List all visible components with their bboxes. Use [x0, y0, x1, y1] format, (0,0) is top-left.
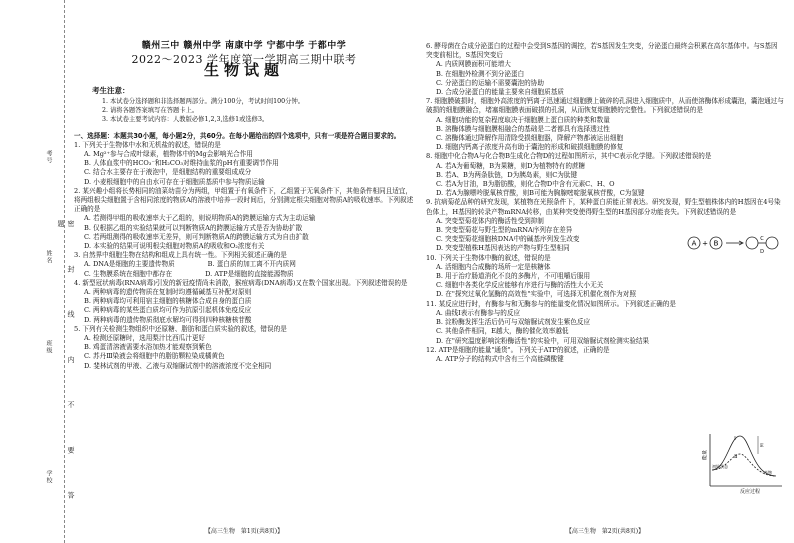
question-option: B. 鸡蛋清溶液需要水浴加热才能观察到紫色 [84, 343, 212, 352]
question-option: A. DNA是细胞的主要遗传物质 B. 蛋白质的加工离不开内质网 [84, 260, 296, 269]
notice-item: 1. 本试卷分选择题和非选择题两部分。满分100分，考试时间100分钟。 [102, 97, 305, 105]
question-option: D. 合成分泌蛋白的能量主要来自细胞质基质 [436, 88, 564, 97]
question-option: C. 突变型菊花细胞核DNA中的碱基序列发生改变 [436, 235, 580, 244]
question-option: A. 检测还原糖时，选用梨汁比西瓜汁更好 [84, 334, 206, 343]
question-option: A. 内质网膜面积可能增大 [436, 60, 511, 69]
right-column: 6. 酵母菌在合成分泌蛋白的过程中会受到S基因的调控，若S基因发生突变，分泌蛋白最终会积累在高尔基体中。与S基因突变前相比，S基因突变后 A. 内质网膜面积可能增大 B. 在细胞外检测不到分泌蛋白 C. 分泌蛋白的运输不需要囊泡的协助 D. 合成分泌蛋白的能量主要来自细胞质基质 7. 细胞膜破损时，细胞外高浓度的钙离子迅速通过细胞膜上破碎的孔洞进入细胞质中，从而使溶酶体形成囊泡，囊泡通过与破损的细胞膜融合，堵塞细胞膜表面破损的孔洞，从而恢复细胞膜的完整性。下列叙述错误的是 A. 细胞功能的复杂程度取决于细胞膜上蛋白质的种类和数量 B. 溶酶体膜与细胞膜相融合的基础是二者都具有选择透过性 C. 溶酶体通过降解作用清除受损细胞器，降解产物都被运出细胞 D. 细胞内钙离子浓度升高有助于囊泡的形成和破损细胞膜的修复 8. 细胞中化合物A与化合物B生成化合物D的过程如图所示，其中C表示化学键。下列叙述错误的是 A. 若A为葡萄糖，B为果糖，则D为植物特有的蔗糖 B. 若A、B为两条肽链，D为胰岛素，则C为肽键 C. 若A为甘油，B为脂肪酸，则化合物D中含有元素C、H、O D. 若A为腺嘌呤脱氧核苷酸，则B可能为胸腺嘧啶脱氧核苷酸，C为氢键 9. 抗病菊花品种的研究发现，某植物在光照条件下，某种蛋白质能正常表达。研究发现，野生型植株体内的H基因在4号染色体上，H基因的转录产物mRNA转移，由某种突变使得野生型的H基因部分功能丧失。下列叙述错误的是 A. 突变型菊花体内的酶活性受到抑制 B. 突变型菊花与野生型的mRNA序列存在差异 C. 突变型菊花细胞核DNA中的碱基序列发生改变 D. 突变型植株H基因表达的产物与野生型相同 10. 下列关于生物体中酶的叙述，错误的是 A. 活细胞内合成酶的场所一定是核糖体 B. 用于治疗肠道消化不良的多酶片，不可咀嚼后服用 C. 细胞中各类化学反应能够有序进行与酶的活性大小无关 D. 在"探究过氧化氢酶的高效性"实验中，可选择无机催化剂作为对照 11. 某反应进行时，有酶参与和无酶参与的能量变化情况如图所示。下列叙述正确的是 A. 曲线Ⅰ表示有酶参与的反应 B. 淀粉酶发挥生活后仍可与双缩脲试剂发生紫色反应 C. 其他条件相同，E越大，酶的催化效率越低 D. 在"研究温度影响淀粉酶活性"的实验中，可用双缩脲试剂检测实验结果 12. ATP是细胞的能量"通货"。下列关于ATP的叙述，正确的是 A. ATP分子的结构式中含有三个高能磷酸键 【高三生物 第2页(共8页)】 [426, 42, 784, 535]
notice-item: 2. 请将各题答案填写在答题卡上。 [102, 106, 199, 114]
question-option: D. 斐林试剂的甲液、乙液与双缩脲试剂中的溶液浓度不完全相同 [84, 361, 272, 370]
left-column: 赣州三中 赣州中学 南康中学 宁都中学 于都中学 2022～2023 学年度第一学期高三期中联考 生物试题 考生注意： 1. 本试卷分选择题和非选择题两部分。满分100分，考试时间100分钟。 2. 请将各题答案填写在答题卡上。 3. 本试卷主要考试内容：人教版必修1,2,3,选修1或选修3。 一、选择题：本题共30小题，每小题2分，共60分。在每小题给出的四个选项中，只有一项是符合题目要求的。 1. 下列关于生物体中水和无机盐的叙述，错误的是 A. Mg²⁺参与合成叶绿素，植物体中的Mg会影响光合作用 B. 人体血浆中的HCO₃⁻和H₂CO₃对维持血浆的pH有重要调节作用 C. 结合水主要存在于液泡中，是细胞结构的重要组成成分 D. 小麦根细胞中的自由水可存在于细胞质基质中参与物质运输 2. 某兴趣小组将长势相同的油菜幼苗分为两组，甲组置于有氧条件下，乙组置于无氧条件下，其他条件相同且适宜，将两组根尖细胞置于含相同浓度的物质A的溶液中培养一段时间后，分别测定根尖细胞对物质A的吸收速率。下列叙述正确的是 A. 若测得甲组的吸收速率大于乙组的，则说明物质A的跨膜运输方式为主动运输 B. 仅根据乙组的实验结果就可以判断物质A的跨膜运输方式是否为协助扩散 C. 若两组测得的吸收速率无差异，则可判断物质A的跨膜运输方式为自由扩散 D. 本实验的结果可说明根尖细胞对物质A的吸收和O₂浓度有关 3. 自然界中细胞生物在结构和组成上具有统一性。下列相关叙述正确的是 A. DNA是细胞的主要遗传物质 B. 蛋白质的加工离不开内质网 C. 生物膜系统在细胞中都存在 D. ATP是细胞的直接能源物质 4. 新型冠状病毒(RNA病毒)引发的新冠疫情尚未消散，猴痘病毒(DNA病毒)又在数个国家出现。下列叙述错误的是 A. 两种病毒的遗传物质在复制时均遵循碱基互补配对原则 B. 两种病毒均可利用宿主细胞的核糖体合成自身的蛋白质 C. 两种病毒的某些蛋白质均可作为抗原引起机体免疫反应 D. 两种病毒的遗传物质彻底水解均可得到四种核糖核苷酸 5. 下列有关检测生物组织中还原糖、脂肪和蛋白质实验的叙述，错误的是 A. 检测还原糖时，选用梨汁比西瓜汁更好 B. 鸡蛋清溶液需要水浴加热才能观察到紫色 C. 苏丹Ⅲ染液会将细胞中的脂肪颗粒染成橘黄色 D. 斐林试剂的甲液、乙液与双缩脲试剂中的溶液浓度不完全相同 【高三生物 第1页(共8页)】 [74, 41, 414, 535]
question-option: C. 其他条件相同，E越大，酶的催化效率越低 [436, 327, 569, 336]
question-option: A. 突变型菊花体内的酶活性受到抑制 [436, 216, 544, 225]
question-stem: 2. 某兴趣小组将长势相同的油菜幼苗分为两组，甲组置于有氧条件下，乙组置于无氧条件下，其他条件相同且适宜，将两组根尖细胞置于含相同浓度的物质A的溶液中培养一段时间后，分别测定根尖细胞对物质A的吸收速率。下列叙述正确的是 [74, 186, 414, 214]
question-stem: 10. 下列关于生物体中酶的叙述，错误的是 [426, 253, 551, 262]
exam-subject: 生物试题 [203, 61, 284, 80]
question-option: B. 在细胞外检测不到分泌蛋白 [436, 69, 525, 78]
question-stem: 4. 新型冠状病毒(RNA病毒)引发的新冠疫情尚未消散，猴痘病毒(DNA病毒)又在数个国家出现。下列叙述错误的是 [74, 278, 408, 287]
question-option: D. 突变型植株H基因表达的产物与野生型相同 [436, 244, 570, 253]
question-option: A. 曲线Ⅰ表示有酶参与的反应 [436, 308, 521, 317]
question-stem: 9. 抗病菊花品种的研究发现，某植物在光照条件下，某种蛋白质能正常表达。研究发现，野生型植株体内的H基因在4号染色体上，H基因的转录产物mRNA转移，由某种突变使得野生型的H基因部分功能丧失。下列叙述错误的是 [426, 198, 781, 216]
question-option: A. ATP分子的结构式中含有三个高能磷酸键 [436, 354, 564, 363]
curve-2-label: Ⅱ [734, 454, 738, 460]
question-option: B. 淀粉酶发挥生活后仍可与双缩脲试剂发生紫色反应 [436, 318, 591, 327]
question-option: D. 在"研究温度影响淀粉酶活性"的实验中，可用双缩脲试剂检测实验结果 [436, 336, 650, 345]
notice-item: 3. 本试卷主要考试内容：人教版必修1,2,3,选修1或选修3。 [102, 115, 269, 123]
question-option: A. 若测得甲组的吸收速率大于乙组的，则说明物质A的跨膜运输方式为主动运输 [84, 214, 316, 223]
question-option: C. 生物膜系统在细胞中都存在 D. ATP是细胞的直接能源物质 [84, 269, 294, 278]
question-option: D. 两种病毒的遗传物质彻底水解均可得到四种核糖核苷酸 [84, 315, 252, 324]
section-title: 一、选择题：本题共30小题，每小题2分，共60分。在每小题给出的四个选项中，只有一项是符合题目要求的。 [74, 131, 401, 140]
question-option: A. 细胞功能的复杂程度取决于细胞膜上蛋白质的种类和数量 [436, 115, 610, 124]
binding-margin [0, 0, 75, 543]
diagram-a: A [691, 239, 697, 248]
seal-line-text: 密 封 线 内 不 要 答 题 [57, 220, 75, 517]
question-stem: 3. 自然界中细胞生物在结构和组成上具有统一性。下列相关叙述正确的是 [74, 251, 287, 260]
question-option: B. 突变型菊花与野生型的mRNA序列存在差异 [436, 226, 573, 235]
chart-xlabel: 反应过程 [739, 489, 761, 494]
notice-title: 考生注意： [92, 85, 130, 95]
kaohao-label: 考号 [45, 150, 52, 164]
question-option: A. 两种病毒的遗传物质在复制时均遵循碱基互补配对原则 [84, 288, 252, 297]
left-questions [74, 141, 414, 371]
question-option: C. 苏丹Ⅲ染液会将细胞中的脂肪颗粒染成橘黄色 [84, 352, 225, 361]
question-option: A. 若A为葡萄糖，B为果糖，则D为植物特有的蔗糖 [436, 161, 586, 170]
question-option: D. 细胞内钙离子浓度升高有助于囊泡的形成和破损细胞膜的修复 [436, 143, 624, 152]
question-option: B. 溶酶体膜与细胞膜相融合的基础是二者都具有选择透过性 [436, 124, 610, 133]
question-option: D. 本实验的结果可说明根尖细胞对物质A的吸收和O₂浓度有关 [84, 242, 265, 251]
svg-text:+: + [702, 239, 708, 248]
question-option: D. 若A为腺嘌呤脱氧核苷酸，则B可能为胸腺嘧啶脱氧核苷酸，C为氢键 [436, 189, 645, 198]
question-stem: 5. 下列有关检测生物组织中还原糖、脂肪和蛋白质实验的叙述，错误的是 [74, 324, 287, 333]
question-option: B. 人体血浆中的HCO₃⁻和H₂CO₃对维持血浆的pH有重要调节作用 [84, 159, 279, 168]
question-stem: 7. 细胞膜破损时，细胞外高浓度的钙离子迅速通过细胞膜上破碎的孔洞进入细胞质中，从而使溶酶体形成囊泡，囊泡通过与破损的细胞膜融合，堵塞细胞膜表面破损的孔洞，从而恢复细胞膜的完整性。下列叙述错误的是 [426, 97, 784, 115]
question-option: A. Mg²⁺参与合成叶绿素，植物体中的Mg会影响光合作用 [84, 150, 253, 159]
question-option: C. 若A为甘油，B为脂肪酸，则化合物D中含有元素C、H、O [436, 180, 615, 189]
exam-year: 2022～2023 学年度第一学期高三期中联考 [131, 53, 357, 67]
notice-block [74, 86, 414, 124]
banji-label: 班级 [45, 340, 52, 354]
question-option: B. 两种病毒均可利用宿主细胞的核糖体合成自身的蛋白质 [84, 297, 252, 306]
question-option: A. 活细胞内合成酶的场所一定是核糖体 [436, 262, 551, 271]
question-stem: 1. 下列关于生物体中水和无机盐的叙述，错误的是 [74, 140, 221, 149]
right-questions [426, 42, 784, 364]
question-option: B. 仅根据乙组的实验结果就可以判断物质A的跨膜运输方式是否为协助扩散 [84, 223, 303, 232]
question-option: C. 分泌蛋白的运输不需要囊泡的协助 [436, 78, 544, 87]
question-stem: 12. ATP是细胞的能量"通货"。下列关于ATP的叙述，正确的是 [426, 345, 610, 354]
diagram-d: D [760, 249, 764, 254]
question-option: D. 在"探究过氧化氢酶的高效性"实验中，可选择无机催化剂作为对照 [436, 290, 636, 299]
chart-end-label: 产物 [764, 470, 772, 475]
schools-header: 赣州三中 赣州中学 南康中学 宁都中学 于都中学 [141, 41, 347, 51]
question-stem: 8. 细胞中化合物A与化合物B生成化合物D的过程如图所示，其中C表示化学键。下列叙述错误的是 [426, 152, 712, 161]
xuexiao-label: 学校 [45, 470, 52, 484]
energy-chart [702, 430, 784, 494]
question-option: B. 用于治疗肠道消化不良的多酶片，不可咀嚼后服用 [436, 272, 591, 281]
question-option: C. 细胞中各类化学反应能够有序进行与酶的活性大小无关 [436, 281, 604, 290]
question-option: C. 结合水主要存在于液泡中，是细胞结构的重要组成成分 [84, 168, 252, 177]
question-stem: 11. 某反应进行时，有酶参与和无酶参与的能量变化情况如图所示。下列叙述正确的是 [426, 299, 676, 308]
question-option: D. 小麦根细胞中的自由水可存在于细胞质基质中参与物质运输 [84, 177, 265, 186]
question-option: C. 两种病毒的某些蛋白质均可作为抗原引起机体免疫反应 [84, 306, 252, 315]
compound-diagram [686, 232, 784, 254]
chart-e-label: E [760, 443, 764, 449]
xingming-label: 姓名 [45, 250, 52, 264]
diagram-b: B [713, 239, 719, 248]
question-option: C. 溶酶体通过降解作用清除受损细胞器，降解产物都被运出细胞 [436, 134, 624, 143]
chart-start-label: 初始状态 [712, 464, 728, 469]
question-option: C. 若两组测得的吸收速率无差异，则可判断物质A的跨膜运输方式为自由扩散 [84, 232, 309, 241]
question-option: B. 若A、B为两条肽链，D为胰岛素，则C为肽键 [436, 170, 578, 179]
chart-ylabel: 能量 [702, 449, 708, 460]
diagram-c: C [760, 236, 764, 242]
question-stem: 6. 酵母菌在合成分泌蛋白的过程中会受到S基因的调控，若S基因发生突变，分泌蛋白最终会积累在高尔基体中。与S基因突变前相比，S基因突变后 [426, 42, 778, 60]
curve-1-label: Ⅰ [734, 436, 736, 442]
